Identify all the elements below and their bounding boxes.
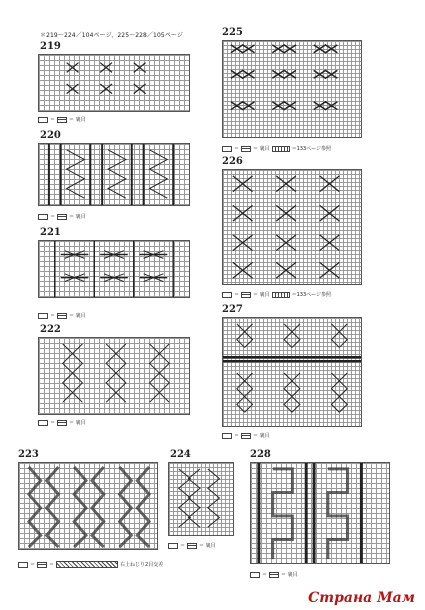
purl-symbol xyxy=(241,292,251,298)
legend-221: ＝ ＝ 裏目 xyxy=(38,313,86,319)
watermark: Страна Мам xyxy=(308,590,415,606)
pattern-number-226: 226 xyxy=(222,156,243,167)
pattern-number-222: 222 xyxy=(40,324,61,335)
cable-pattern-224 xyxy=(169,463,233,535)
cable-pattern-227 xyxy=(223,318,361,426)
cable-pattern-219 xyxy=(39,55,189,111)
cable-symbol xyxy=(272,146,290,152)
chart-227 xyxy=(222,317,362,427)
legend-222: ＝ ＝ 裏目 xyxy=(38,420,86,426)
pattern-number-224: 224 xyxy=(170,449,191,460)
chart-219 xyxy=(38,54,190,112)
purl-symbol xyxy=(241,433,251,439)
knit-symbol xyxy=(38,420,48,426)
cable-pattern-222 xyxy=(39,338,189,414)
knit-symbol xyxy=(222,433,232,439)
cable-pattern-221 xyxy=(39,241,189,297)
cable-pattern-223 xyxy=(19,463,157,549)
chart-220 xyxy=(38,143,190,206)
pattern-number-223: 223 xyxy=(18,449,39,460)
cable-pattern-226 xyxy=(223,170,361,284)
chart-224 xyxy=(168,462,234,536)
purl-symbol xyxy=(241,146,251,152)
purl-symbol xyxy=(57,117,67,123)
chart-228 xyxy=(250,462,390,564)
legend-223: ＝ ＝ 右上ねじり2目交差 xyxy=(18,561,163,568)
pattern-number-219: 219 xyxy=(40,41,61,52)
knit-symbol xyxy=(250,572,260,578)
knit-symbol xyxy=(38,214,48,220)
legend-219: ＝ ＝ 裏目 xyxy=(38,117,86,123)
purl-symbol xyxy=(187,543,197,549)
chart-221 xyxy=(38,240,190,298)
knit-symbol xyxy=(168,543,178,549)
chart-223 xyxy=(18,462,158,550)
pattern-number-225: 225 xyxy=(222,27,243,38)
legend-220: ＝ ＝ 裏目 xyxy=(38,214,86,220)
cable-pattern-228 xyxy=(251,463,389,563)
chart-226 xyxy=(222,169,362,285)
legend-227: ＝ ＝ 裏目 xyxy=(222,433,270,439)
pattern-number-220: 220 xyxy=(40,130,61,141)
cable-pattern-220 xyxy=(39,144,189,205)
purl-symbol xyxy=(37,562,47,568)
knit-symbol xyxy=(222,292,232,298)
knit-symbol xyxy=(38,313,48,319)
purl-symbol xyxy=(57,420,67,426)
purl-symbol xyxy=(269,572,279,578)
cable-symbol xyxy=(272,292,290,298)
legend-226: ＝ ＝ 裏目 ＝133ページ参照 xyxy=(222,292,331,298)
knit-symbol xyxy=(18,562,28,568)
page-header: ＊219～224／104ページ、225～228／105ページ xyxy=(40,32,183,39)
legend-224: ＝ ＝ 裏目 xyxy=(168,543,216,549)
knit-symbol xyxy=(38,117,48,123)
chart-222 xyxy=(38,337,190,415)
purl-symbol xyxy=(57,214,67,220)
knit-symbol xyxy=(222,146,232,152)
purl-symbol xyxy=(57,313,67,319)
cable-pattern-225 xyxy=(223,41,361,137)
legend-225: ＝ ＝ 裏目 ＝133ページ参照 xyxy=(222,146,331,152)
chart-225 xyxy=(222,40,362,138)
legend-228: ＝ ＝ 裏目 xyxy=(250,572,298,578)
pattern-number-221: 221 xyxy=(40,227,61,238)
pattern-number-228: 228 xyxy=(250,449,271,460)
cable-symbol xyxy=(56,561,118,568)
pattern-number-227: 227 xyxy=(222,304,243,315)
